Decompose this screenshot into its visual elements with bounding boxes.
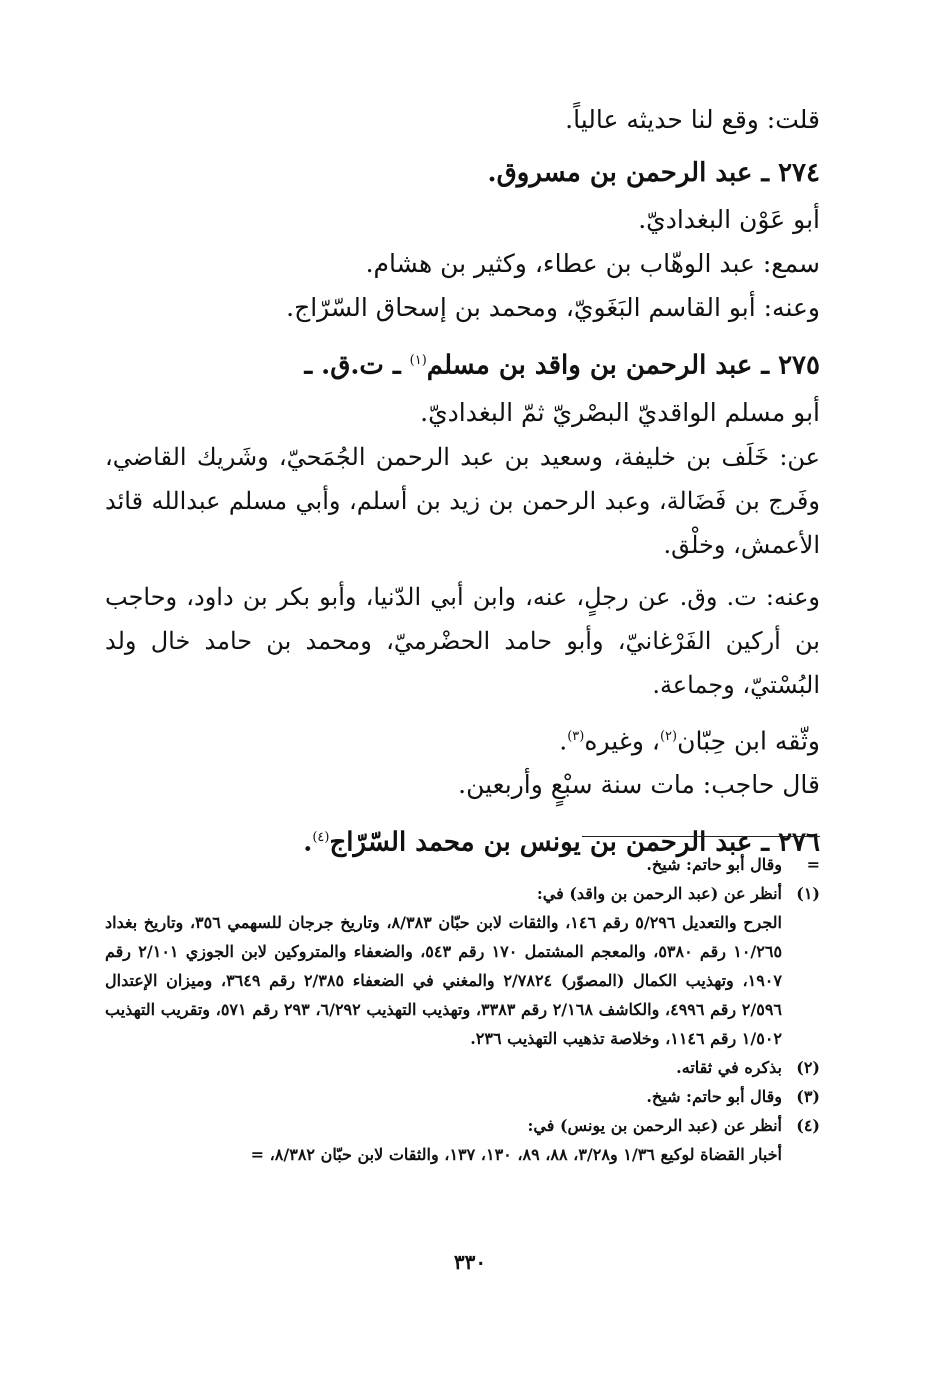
footnote-text: بذكره في ثقاته. — [676, 1058, 782, 1077]
entry-274-from-him: وعنه: أبو القاسم البَغَويّ، ومحمد بن إسحاق السّرّاج. — [286, 293, 820, 322]
footnote-marker: (٤) — [796, 1116, 820, 1135]
footnote-item — [105, 850, 820, 879]
footnote-text: أخبار القضاة لوكيع ١/٣٦ و٣/٢٨، ٨٨، ٨٩، ١٣٠، ١٣٧، والثقات لابن حبّان ٨/٣٨٢، = — [250, 1145, 782, 1164]
footnote-marker: (٣) — [796, 1087, 820, 1106]
page-number: ٣٣٠ — [453, 1250, 487, 1274]
footnote-item — [105, 879, 820, 908]
tawthiq-text-a: وثّقه ابن حِبّان — [677, 725, 820, 755]
footnote-marker — [782, 1140, 820, 1169]
entry-275-death: قال حاجب: مات سنة سبْعٍ وأربعين. — [458, 769, 820, 799]
footnote-item — [105, 1140, 820, 1169]
footnote-divider — [582, 836, 820, 837]
footnote-ref-4: (٤) — [312, 829, 330, 845]
footnotes — [105, 850, 820, 1169]
footnote-ref-1: (١) — [409, 353, 427, 368]
footnote-text: أنظر عن (عبد الرحمن بن يونس) في: — [527, 1116, 782, 1135]
entry-275-kunya: أبو مسلم الواقديّ البصْريّ ثمّ البغداديّ. — [420, 397, 820, 427]
tawthiq-text-b: ، وغيره — [584, 725, 660, 755]
footnote-text: وقال أبو حاتم: شيخ. — [646, 1087, 782, 1106]
footnote-marker — [782, 908, 820, 1053]
footnote-text: وقال أبو حاتم: شيخ. — [646, 855, 782, 874]
entry-276-heading-text: ٢٧٦ ـ عبد الرحمن بن يونس بن محمد السّرّاج — [329, 827, 820, 858]
footnote-marker: (٢) — [796, 1058, 820, 1077]
footnote-ref-2: (٢) — [659, 728, 678, 744]
entry-275-heading — [105, 336, 820, 391]
entry-275-from: عن: خَلَف بن خليفة، وسعيد بن عبد الرحمن الجُمَحيّ، وشَريك القاضي، وفَرج بن فَضَالة، وعبد الرحمن بن زيد بن أسلم، وأبي مسلم عبدالله قائد الأعمش، وخلْق. — [105, 442, 820, 559]
footnote-item — [105, 1111, 820, 1140]
entry-274-heading: ٢٧٤ ـ عبد الرحمن بن مسروق. — [487, 158, 820, 188]
main-text — [105, 98, 820, 868]
footnote-text: الجرح والتعديل ٥/٢٩٦ رقم ١٤٦، والثقات لابن حبّان ٨/٣٨٣، وتاريخ جرجان للسهمي ٣٥٦، وتاريخ بغداد ١٠/٢٦٥ رقم ٥٣٨٠، والمعجم المشتمل ١٧٠ رقم ٥٤٣، والضعفاء والمتروكين لابن الجوزي ٢/١٠١ رقم ١٩٠٧، وتهذيب الكمال (المصوّر) ٢/٧٨٢٤ والمغني في الضعفاء ٢/٣٨٥ رقم ٣٦٤٩، وميزان الإعتدال ٢/٥٩٦ رقم ٤٩٩٦، والكاشف ٢/١٦٨ رقم ٣٣٨٣، وتهذيب التهذيب ٦/٢٩٢، ٢٩٣ رقم ٥٧١، وتقريب التهذيب ١/٥٠٢ رقم ١١٤٦، وخلاصة تذهيب التهذيب ٢٣٦. — [105, 913, 783, 1048]
footnote-marker: = — [806, 855, 820, 874]
footnote-item — [105, 1053, 820, 1082]
entry-275-heading-text: ٢٧٥ ـ عبد الرحمن بن واقد بن مسلم — [426, 350, 820, 381]
footnote-text: أنظر عن (عبد الرحمن بن واقد) في: — [536, 884, 782, 903]
footnote-item — [105, 908, 820, 1053]
entry-275-heading-tail: ـ ت.ق. ـ — [304, 350, 410, 381]
entry-274-heard: سمع: عبد الوهّاب بن عطاء، وكثير بن هشام. — [365, 249, 820, 278]
entry-275-from-him: وعنه: ت. وق. عن رجلٍ، عنه، وابن أبي الدّنيا، وأبو بكر بن داود، وحاجب بن أركين الفَرْغانيّ، وأبو حامد الحضْرميّ، ومحمد بن حامد خال ولد البُسْتيّ، وجماعة. — [105, 582, 820, 699]
footnote-item — [105, 1082, 820, 1111]
footnote-ref-3: (٣) — [567, 728, 585, 744]
tawthiq-end: . — [559, 725, 568, 755]
footnote-marker: (١) — [796, 884, 820, 903]
entry-274-kunya: أبو عَوْن البغداديّ. — [638, 205, 820, 234]
entry-275-tawthiq — [105, 715, 820, 763]
comment-line: قلت: وقع لنا حديثه عالياً. — [565, 105, 820, 134]
entry-276-heading-end: . — [303, 827, 313, 858]
